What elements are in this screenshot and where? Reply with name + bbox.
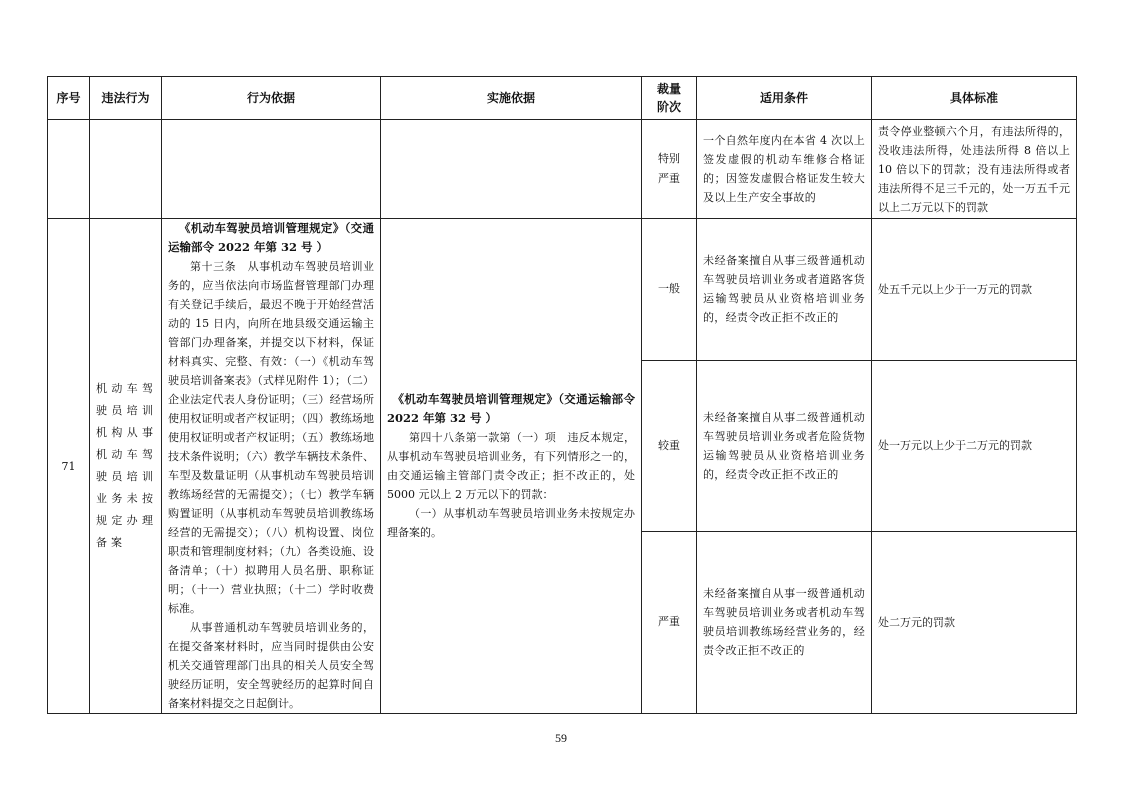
carry-level-cell: 特别严重 (642, 120, 697, 219)
tier-1-condition: 未经备案擅自从事三级普通机动车驾驶员培训业务或者道路客货运输驾驶员从业资格培训业务的，经责令改正拒不改正的 (697, 219, 872, 361)
tier-3-standard: 处二万元的罚款 (872, 531, 1077, 713)
header-behavior: 违法行为 (90, 77, 162, 120)
table-row (48, 219, 1077, 361)
carry-standard-cell: 责令停业整顿六个月，有违法所得的，没收违法所得，处违法所得 8 倍以上 10 倍以下的罚款；没有违法所得或者违法所得不足三千元的，处一万五千元以上二万元以下的罚款 (872, 120, 1077, 219)
item-basis (162, 219, 381, 714)
header-conditions: 适用条件 (697, 77, 872, 120)
tier-1-standard: 处五千元以上少于一万元的罚款 (872, 219, 1077, 361)
implementation-para-1: 第四十八条第一款第（一）项 违反本规定，从事机动车驾驶员培训业务，有下列情形之一的，由交通运输主管部门责令改正；拒不改正的，处 5000 元以上 2 万元以下的罚款： (387, 431, 635, 501)
tier-2-condition: 未经备案擅自从事二级普通机动车驾驶员培训业务或者危险货物运输驾驶员从业资格培训业务的，经责令改正拒不改正的 (697, 360, 872, 531)
header-basis: 行为依据 (162, 77, 381, 120)
tier-3-level: 严重 (642, 531, 697, 713)
header-standard: 具体标准 (872, 77, 1077, 120)
penalty-standards-table (47, 76, 1077, 714)
carry-over-row (48, 120, 1077, 219)
header-implementation: 实施依据 (381, 77, 642, 120)
carry-basis-cell (162, 120, 381, 219)
header-no: 序号 (48, 77, 90, 120)
table-header-row (48, 77, 1077, 120)
tier-1-level: 一般 (642, 219, 697, 361)
implementation-title: 《机动车驾驶员培训管理规定》（交通运输部令 2022 年第 32 号 ） (387, 392, 635, 425)
carry-condition-cell: 一个自然年度内在本省 4 次以上签发虚假的机动车维修合格证的；因签发虚假合格证发生较大及以上生产安全事故的 (697, 120, 872, 219)
item-implementation (381, 219, 642, 714)
carry-no-cell (48, 120, 90, 219)
implementation-para-2: （一）从事机动车驾驶员培训业务未按规定办理备案的。 (387, 507, 635, 539)
tier-2-standard: 处一万元以上少于二万元的罚款 (872, 360, 1077, 531)
item-number: 71 (48, 219, 90, 714)
item-behavior: 机动车驾驶员培训机构从事机动车驾驶员培训业务未按规定办理备案 (90, 219, 162, 714)
tier-3-condition: 未经备案擅自从事一级普通机动车驾驶员培训业务或者机动车驾驶员培训教练场经营业务的，经责令改正拒不改正的 (697, 531, 872, 713)
basis-para-1: 第十三条 从事机动车驾驶员培训业务的，应当依法向市场监督管理部门办理有关登记手续后，最迟不晚于开始经营活动的 15 日内，向所在地县级交通运输主管部门办理备案，并提交以下材料，保证材料真实、完整、有效：（一）《机动车驾驶员培训备案表》（式样见附件 1）；（二）企业法定代表人身份证明；（三）经营场所使用权证明或者产权证明；（四）教练场地使用权证明或者产权证明；（五）教练场地技术条件说明；（六）教学车辆技术条件、车型及数量证明（从事机动车驾驶员培训教练场经营的无需提交）；（七）教学车辆购置证明（从事机动车驾驶员培训教练场经营的无需提交）；（八）机构设置、岗位职责和管理制度材料；（九）各类设施、设备清单；（十）拟聘用人员名册、职称证明；（十一）营业执照；（十二）学时收费标准。 (168, 260, 374, 615)
basis-title: 《机动车驾驶员培训管理规定》（交通运输部令 2022 年第 32 号 ） (168, 221, 374, 254)
tier-2-level: 较重 (642, 360, 697, 531)
basis-para-2: 从事普通机动车驾驶员培训业务的，在提交备案材料时，应当同时提供由公安机关交通管理部门出具的相关人员安全驾驶经历证明，安全驾驶经历的起算时间自备案材料提交之日起倒计。 (168, 621, 374, 710)
carry-behavior-cell (90, 120, 162, 219)
page-number: 59 (555, 731, 567, 745)
header-level: 裁量阶次 (642, 77, 697, 120)
carry-implementation-cell (381, 120, 642, 219)
